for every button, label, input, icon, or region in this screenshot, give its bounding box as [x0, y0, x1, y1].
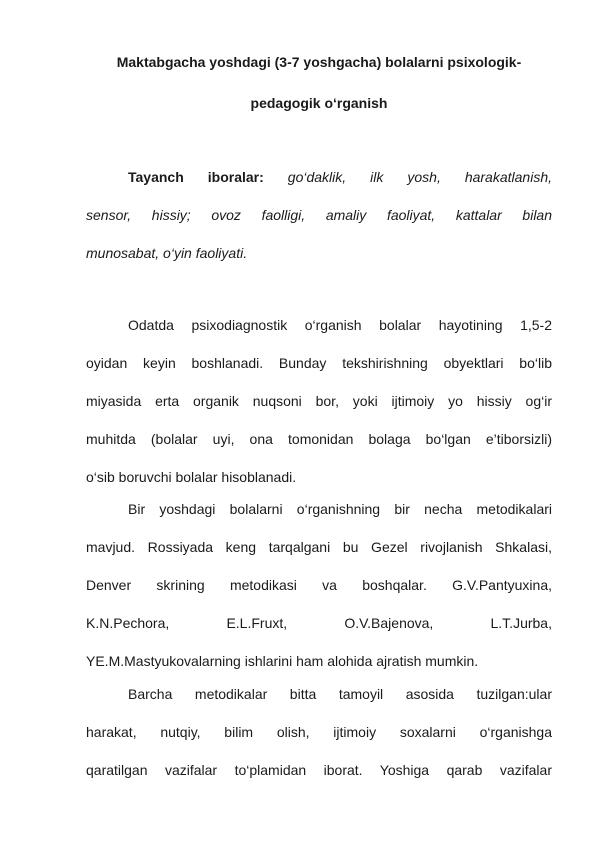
- title-line-1: Maktabgacha yoshdagi (3-7 yoshgacha) bolalarni psixologik-: [116, 54, 522, 70]
- paragraph-2-line-1: Bir yoshdagi bolalarni o‘rganishning bir necha metodikalari: [128, 501, 552, 517]
- paragraph-2-line-5: YE.M.Mastyukovalarning ishlarini ham alohida ajratish mumkin.: [86, 653, 479, 669]
- paragraph-2-line-2: mavjud. Rossiyada keng tarqalgani bu Gezel rivojlanish Shkalasi,: [86, 539, 552, 555]
- paragraph-2-line-4: K.N.Pechora, E.L.Fruxt, O.V.Bajenova, L.T.Jurba,: [86, 615, 552, 631]
- keywords-line-2: sensor, hissiy; ovoz faolligi, amaliy faoliyat, kattalar bilan: [86, 207, 552, 223]
- keywords-label: Tayanch iboralar:: [128, 169, 264, 185]
- paragraph-3-line-3: qaratilgan vazifalar to‘plamidan iborat. Yoshiga qarab vazifalar: [86, 762, 552, 778]
- paragraph-1-line-1: Odatda psixodiagnostik o‘rganish bolalar hayotining 1,5-2: [128, 317, 552, 333]
- paragraph-1-line-5: o‘sib boruvchi bolalar hisoblanadi.: [86, 469, 297, 485]
- title-line-2: pedagogik o‘rganish: [250, 95, 388, 111]
- paragraph-1-line-3: miyasida erta organik nuqsoni bor, yoki ijtimoiy yo hissiy og‘ir: [86, 393, 552, 409]
- paragraph-3-line-1: Barcha metodikalar bitta tamoyil asosida tuzilgan:ular: [128, 686, 552, 702]
- paragraph-1-line-4: muhitda (bolalar uyi, ona tomonidan bolaga bo‘lgan e’tiborsizli): [86, 431, 552, 447]
- paragraph-2-line-3: Denver skrining metodikasi va boshqalar. G.V.Pantyuxina,: [86, 577, 552, 593]
- keywords-line-1: [128, 169, 552, 185]
- keywords-line-3: munosabat, o‘yin faoliyati.: [86, 245, 248, 261]
- paragraph-3-line-2: harakat, nutqiy, bilim olish, ijtimoiy soxalarni o‘rganishga: [86, 724, 552, 740]
- paragraph-1-line-2: oyidan keyin boshlanadi. Bunday tekshirishning obyektlari bo‘lib: [86, 355, 552, 371]
- keywords-text: go‘daklik, ilk yosh, harakatlanish,: [287, 169, 552, 185]
